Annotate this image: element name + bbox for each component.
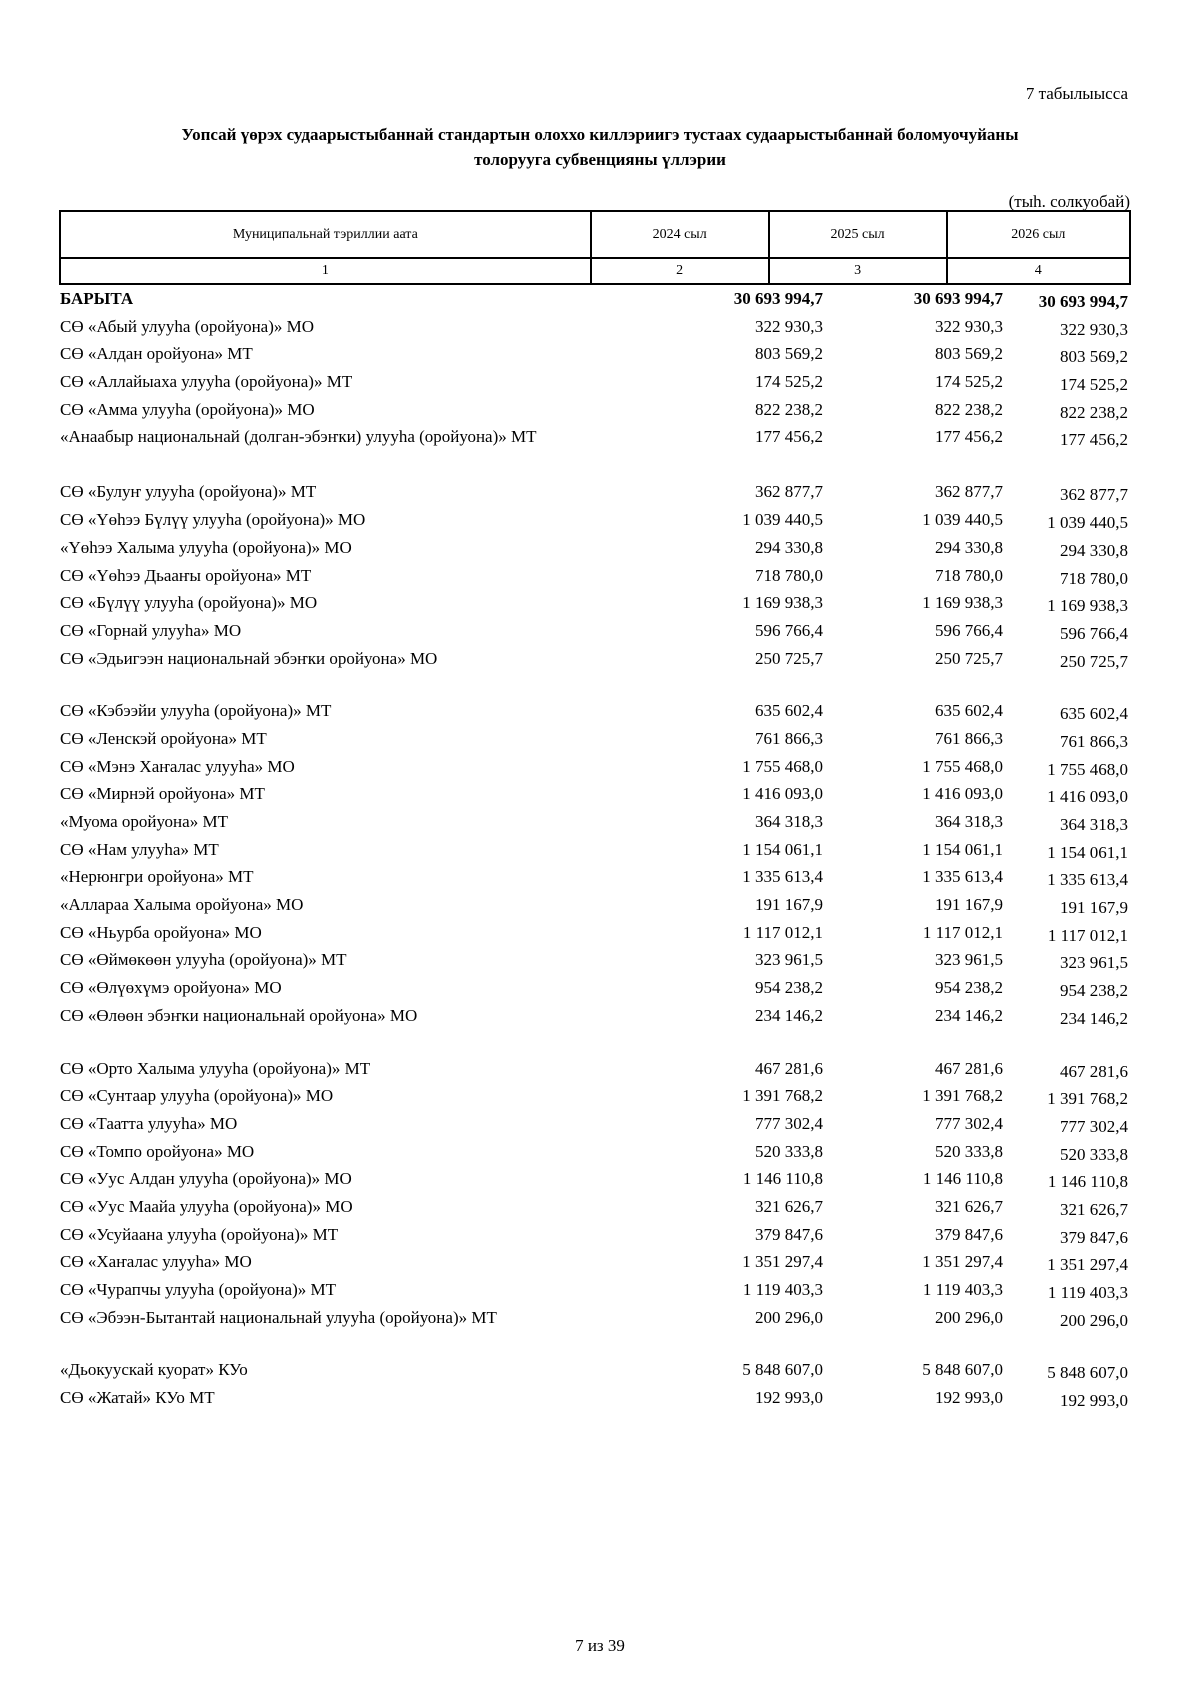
value-2025: 718 780,0 bbox=[935, 565, 1003, 585]
value-2025: 596 766,4 bbox=[935, 620, 1003, 640]
table-row bbox=[60, 1085, 1130, 1113]
table-row bbox=[60, 481, 1130, 509]
table-row bbox=[60, 1307, 1130, 1335]
value-2024: 321 626,7 bbox=[755, 1196, 823, 1216]
row-name: СӨ «Уус Алдан улууһа (оройуона)» МО bbox=[60, 1169, 352, 1189]
units-label: (тыһ. солкуобай) bbox=[1008, 192, 1130, 211]
value-2025: 520 333,8 bbox=[935, 1141, 1003, 1161]
table-row bbox=[60, 1058, 1130, 1086]
value-2024: 1 117 012,1 bbox=[742, 922, 823, 942]
header-2025: 2025 сыл bbox=[769, 211, 947, 258]
row-name: «Аллараа Халыма оройуона» МО bbox=[60, 895, 304, 915]
table-row bbox=[60, 756, 1130, 784]
value-2024: 718 780,0 bbox=[755, 565, 823, 585]
value-2024: 30 693 994,7 bbox=[733, 289, 823, 308]
value-2025: 1 119 403,3 bbox=[922, 1280, 1003, 1299]
value-2026: 1 335 613,4 bbox=[1047, 870, 1128, 890]
value-2026: 1 146 110,8 bbox=[1047, 1172, 1128, 1192]
table-row bbox=[60, 839, 1130, 867]
value-2025: 1 039 440,5 bbox=[922, 510, 1003, 530]
row-name: СӨ «Орто Халыма улууһа (оройуона)» МТ bbox=[60, 1058, 371, 1078]
value-2025: 1 169 938,3 bbox=[922, 593, 1003, 613]
value-2026: 177 456,2 bbox=[1060, 430, 1128, 450]
table-header bbox=[59, 210, 1131, 285]
total-row bbox=[60, 288, 1130, 316]
value-2024: 520 333,8 bbox=[755, 1141, 823, 1161]
value-2026: 822 238,2 bbox=[1060, 402, 1128, 422]
value-2025: 174 525,2 bbox=[935, 372, 1003, 392]
table-row bbox=[60, 1113, 1130, 1141]
value-2026: 30 693 994,7 bbox=[1038, 292, 1128, 311]
value-2024: 250 725,7 bbox=[755, 648, 823, 668]
title-line-2: толоруугa субвенцияны үллэрии bbox=[474, 150, 726, 169]
table-row bbox=[60, 316, 1130, 344]
value-2026: 596 766,4 bbox=[1060, 623, 1128, 643]
row-name: СӨ «Усуйаана улууһа (оройуона)» МТ bbox=[60, 1224, 339, 1244]
value-2025: 30 693 994,7 bbox=[913, 289, 1003, 308]
row-name: СӨ «Хаҥалас улууһа» МО bbox=[60, 1252, 252, 1272]
row-name: СӨ «Амма улууһа (оройуона)» МО bbox=[60, 399, 315, 419]
value-2025: 362 877,7 bbox=[935, 482, 1003, 502]
row-name: СӨ «Абый улууһа (оройуона)» МО bbox=[60, 316, 315, 336]
value-2026: 364 318,3 bbox=[1060, 815, 1128, 834]
row-name: СӨ «Булуҥ улууһа (оройуона)» МТ bbox=[60, 482, 317, 502]
value-2024: 5 848 607,0 bbox=[742, 1360, 823, 1380]
row-name: СӨ «Горнай улууһа» МО bbox=[60, 620, 242, 640]
table-row bbox=[60, 949, 1130, 977]
header-name: Муниципальнай тэриллии аата bbox=[60, 211, 591, 258]
table-row bbox=[60, 922, 1130, 950]
table-row bbox=[60, 728, 1130, 756]
table-row bbox=[60, 399, 1130, 427]
value-2025: 234 146,2 bbox=[935, 1005, 1003, 1025]
row-name: СӨ «Өймөкөөн улууһа (оройуона)» МТ bbox=[60, 950, 347, 970]
table-row bbox=[60, 1196, 1130, 1224]
value-2025: 379 847,6 bbox=[935, 1224, 1003, 1244]
value-2026: 1 119 403,3 bbox=[1047, 1283, 1128, 1302]
row-name: СӨ «Чурапчы улууһа (оройуона)» МТ bbox=[60, 1280, 336, 1299]
value-2026: 467 281,6 bbox=[1060, 1061, 1128, 1081]
value-2024: 822 238,2 bbox=[755, 399, 823, 419]
value-2025: 294 330,8 bbox=[935, 537, 1003, 557]
row-name: СӨ «Нам улууһа» МТ bbox=[60, 839, 219, 859]
table-row bbox=[60, 426, 1130, 481]
row-name: СӨ «Сунтаар улууһа (оройуона)» МО bbox=[60, 1086, 334, 1106]
value-2026: 777 302,4 bbox=[1060, 1116, 1128, 1136]
column-number: 3 bbox=[769, 258, 947, 284]
value-2024: 1 119 403,3 bbox=[742, 1280, 823, 1299]
value-2026: 1 416 093,0 bbox=[1047, 787, 1128, 807]
column-number: 1 bbox=[60, 258, 591, 284]
table-row bbox=[60, 783, 1130, 811]
value-2024: 1 416 093,0 bbox=[742, 784, 823, 804]
table-row bbox=[60, 1168, 1130, 1196]
value-2024: 596 766,4 bbox=[755, 620, 823, 640]
value-2025: 322 930,3 bbox=[935, 316, 1003, 336]
value-2025: 364 318,3 bbox=[935, 812, 1003, 831]
row-name: «Үөһээ Халыма улууһа (оройуона)» МО bbox=[60, 537, 352, 557]
value-2024: 761 866,3 bbox=[755, 728, 823, 748]
value-2026: 1 117 012,1 bbox=[1047, 925, 1128, 945]
value-2024: 467 281,6 bbox=[755, 1058, 823, 1078]
value-2024: 364 318,3 bbox=[755, 812, 823, 831]
row-name: СӨ «Эбээн-Бытантай национальнай улууһа (оройуона)» МТ bbox=[60, 1307, 497, 1327]
value-2024: 174 525,2 bbox=[755, 372, 823, 392]
value-2024: 200 296,0 bbox=[755, 1307, 823, 1327]
value-2026: 1 351 297,4 bbox=[1047, 1255, 1128, 1275]
value-2026: 1 039 440,5 bbox=[1047, 513, 1128, 533]
table-row bbox=[60, 565, 1130, 593]
value-2026: 379 847,6 bbox=[1060, 1227, 1128, 1247]
value-2024: 954 238,2 bbox=[755, 978, 823, 998]
row-name: СӨ «Үөһээ Дьааҥы оройуона» МТ bbox=[60, 565, 312, 585]
value-2026: 1 169 938,3 bbox=[1047, 596, 1128, 616]
value-2026: 294 330,8 bbox=[1060, 540, 1128, 560]
value-2024: 635 602,4 bbox=[755, 701, 823, 721]
value-2026: 250 725,7 bbox=[1060, 651, 1128, 671]
table-row bbox=[60, 1359, 1130, 1387]
row-name: СӨ «Эдьигээн национальнай эбэҥки оройуона» МО bbox=[60, 648, 438, 668]
value-2024: 1 755 468,0 bbox=[742, 756, 823, 776]
value-2025: 192 993,0 bbox=[935, 1388, 1003, 1408]
value-2025: 954 238,2 bbox=[935, 978, 1003, 998]
value-2025: 803 569,2 bbox=[935, 344, 1003, 364]
value-2026: 635 602,4 bbox=[1060, 704, 1128, 724]
row-name: «Дьокуускай куорат» КУо bbox=[60, 1360, 248, 1380]
value-2026: 234 146,2 bbox=[1060, 1008, 1128, 1028]
value-2025: 1 755 468,0 bbox=[922, 756, 1003, 776]
value-2024: 323 961,5 bbox=[755, 950, 823, 970]
value-2025: 1 416 093,0 bbox=[922, 784, 1003, 804]
value-2025: 191 167,9 bbox=[935, 895, 1003, 915]
value-2024: 192 993,0 bbox=[755, 1388, 823, 1408]
value-2026: 200 296,0 bbox=[1060, 1310, 1128, 1330]
row-name: СӨ «Мэнэ Хаҥалас улууһа» МО bbox=[60, 756, 295, 776]
table-row bbox=[60, 700, 1130, 728]
value-2024: 1 169 938,3 bbox=[742, 593, 823, 613]
value-2025: 822 238,2 bbox=[935, 399, 1003, 419]
value-2025: 777 302,4 bbox=[935, 1113, 1003, 1133]
value-2025: 1 117 012,1 bbox=[922, 922, 1003, 942]
value-2026: 322 930,3 bbox=[1060, 319, 1128, 339]
value-2024: 1 154 061,1 bbox=[742, 839, 823, 859]
value-2026: 761 866,3 bbox=[1060, 731, 1128, 751]
value-2025: 177 456,2 bbox=[935, 427, 1003, 447]
value-2024: 1 335 613,4 bbox=[742, 867, 823, 887]
column-number: 2 bbox=[591, 258, 769, 284]
value-2026: 5 848 607,0 bbox=[1047, 1363, 1128, 1383]
column-number: 4 bbox=[947, 258, 1130, 284]
value-2026: 954 238,2 bbox=[1060, 981, 1128, 1001]
value-2025: 323 961,5 bbox=[935, 950, 1003, 970]
value-2024: 1 146 110,8 bbox=[742, 1169, 823, 1189]
value-2025: 250 725,7 bbox=[935, 648, 1003, 668]
row-name: «Анаабыр национальнай (долган-эбэҥки) улууһа (оройуона)» МТ bbox=[60, 427, 537, 447]
value-2026: 1 755 468,0 bbox=[1047, 759, 1128, 779]
value-2026: 1 154 061,1 bbox=[1047, 842, 1128, 862]
table-row bbox=[60, 343, 1130, 371]
header-2026: 2026 сыл bbox=[947, 211, 1130, 258]
value-2026: 323 961,5 bbox=[1060, 953, 1128, 973]
page-footer: 7 из 39 bbox=[575, 1636, 625, 1655]
table-row bbox=[60, 509, 1130, 537]
value-2024: 1 039 440,5 bbox=[742, 510, 823, 530]
row-name: СӨ «Үөһээ Бүлүү улууһа (оройуона)» МО bbox=[60, 510, 366, 530]
row-name: СӨ «Мирнэй оройуона» МТ bbox=[60, 784, 265, 804]
value-2024: 379 847,6 bbox=[755, 1224, 823, 1244]
value-2026: 321 626,7 bbox=[1060, 1199, 1128, 1219]
value-2024: 322 930,3 bbox=[755, 316, 823, 336]
value-2024: 777 302,4 bbox=[755, 1113, 823, 1133]
row-name: СӨ «Аллайыаха улууһа (оройуона)» МТ bbox=[60, 372, 353, 392]
value-2025: 635 602,4 bbox=[935, 701, 1003, 721]
title-line-1: Уопсай үөрэх судаарыстыбаннай стандартын олоххо киллэриигэ тустаах судаарыстыбаннай боломуочуйаны bbox=[181, 125, 1019, 144]
value-2025: 1 154 061,1 bbox=[922, 839, 1003, 859]
value-2024: 294 330,8 bbox=[755, 537, 823, 557]
value-2024: 1 391 768,2 bbox=[742, 1086, 823, 1106]
value-2024: 191 167,9 bbox=[755, 895, 823, 915]
table-row bbox=[60, 1279, 1130, 1307]
value-2024: 177 456,2 bbox=[755, 427, 823, 447]
value-2025: 1 335 613,4 bbox=[922, 867, 1003, 887]
value-2026: 362 877,7 bbox=[1060, 485, 1128, 505]
value-2025: 467 281,6 bbox=[935, 1058, 1003, 1078]
value-2025: 1 351 297,4 bbox=[922, 1252, 1003, 1272]
row-name: БАРЫТА bbox=[60, 289, 134, 308]
row-name: СӨ «Уус Маайа улууһа (оройуона)» МО bbox=[60, 1196, 353, 1216]
value-2025: 5 848 607,0 bbox=[922, 1360, 1003, 1380]
table-row bbox=[60, 894, 1130, 922]
row-name: СӨ «Алдан оройуона» МТ bbox=[60, 344, 253, 364]
table-row bbox=[60, 977, 1130, 1005]
table-row bbox=[60, 1141, 1130, 1169]
table-row bbox=[60, 1224, 1130, 1252]
header-2024: 2024 сыл bbox=[591, 211, 769, 258]
value-2026: 718 780,0 bbox=[1060, 568, 1128, 588]
row-name: СӨ «Ленскэй оройуона» МТ bbox=[60, 728, 267, 748]
page-label: 7 табылыысса bbox=[1025, 84, 1128, 103]
row-name: «Муома оройуона» МТ bbox=[60, 812, 228, 831]
value-2026: 1 391 768,2 bbox=[1047, 1089, 1128, 1109]
value-2026: 174 525,2 bbox=[1060, 375, 1128, 395]
table-row bbox=[60, 648, 1130, 676]
value-2024: 803 569,2 bbox=[755, 344, 823, 364]
row-name: СӨ «Ньурба оройуона» МО bbox=[60, 922, 262, 942]
value-2025: 761 866,3 bbox=[935, 728, 1003, 748]
row-name: СӨ «Бүлүү улууһа (оройуона)» МО bbox=[60, 593, 318, 613]
value-2026: 192 993,0 bbox=[1060, 1391, 1128, 1411]
value-2026: 520 333,8 bbox=[1060, 1144, 1128, 1164]
table-row bbox=[60, 537, 1130, 565]
value-2026: 191 167,9 bbox=[1060, 898, 1128, 918]
value-2025: 200 296,0 bbox=[935, 1307, 1003, 1327]
table-row bbox=[60, 1005, 1130, 1033]
row-name: «Нерюнгри оройуона» МТ bbox=[60, 867, 254, 887]
table-row bbox=[60, 371, 1130, 399]
table-row bbox=[60, 866, 1130, 894]
value-2025: 321 626,7 bbox=[935, 1196, 1003, 1216]
table-row bbox=[60, 620, 1130, 648]
value-2024: 234 146,2 bbox=[755, 1005, 823, 1025]
document-title bbox=[70, 122, 1130, 172]
row-name: СӨ «Жатай» КУо МТ bbox=[60, 1388, 215, 1408]
table-row bbox=[60, 1387, 1130, 1415]
value-2024: 362 877,7 bbox=[755, 482, 823, 502]
row-name: СӨ «Кэбээйи улууһа (оройуона)» МТ bbox=[60, 701, 332, 721]
value-2025: 1 146 110,8 bbox=[922, 1169, 1003, 1189]
table-row bbox=[60, 1251, 1130, 1279]
value-2026: 803 569,2 bbox=[1060, 347, 1128, 367]
row-name: СӨ «Томпо оройуона» МО bbox=[60, 1141, 255, 1161]
row-name: СӨ «Таатта улууһа» МО bbox=[60, 1113, 238, 1133]
table-row bbox=[60, 811, 1130, 839]
table-body bbox=[60, 288, 1130, 1415]
row-name: СӨ «Өлөөн эбэҥки национальнай оройуона» МО bbox=[60, 1005, 418, 1025]
row-name: СӨ «Өлүөхүмэ оройуона» МО bbox=[60, 978, 282, 998]
value-2024: 1 351 297,4 bbox=[742, 1252, 823, 1272]
table-row bbox=[60, 592, 1130, 620]
value-2025: 1 391 768,2 bbox=[922, 1086, 1003, 1106]
